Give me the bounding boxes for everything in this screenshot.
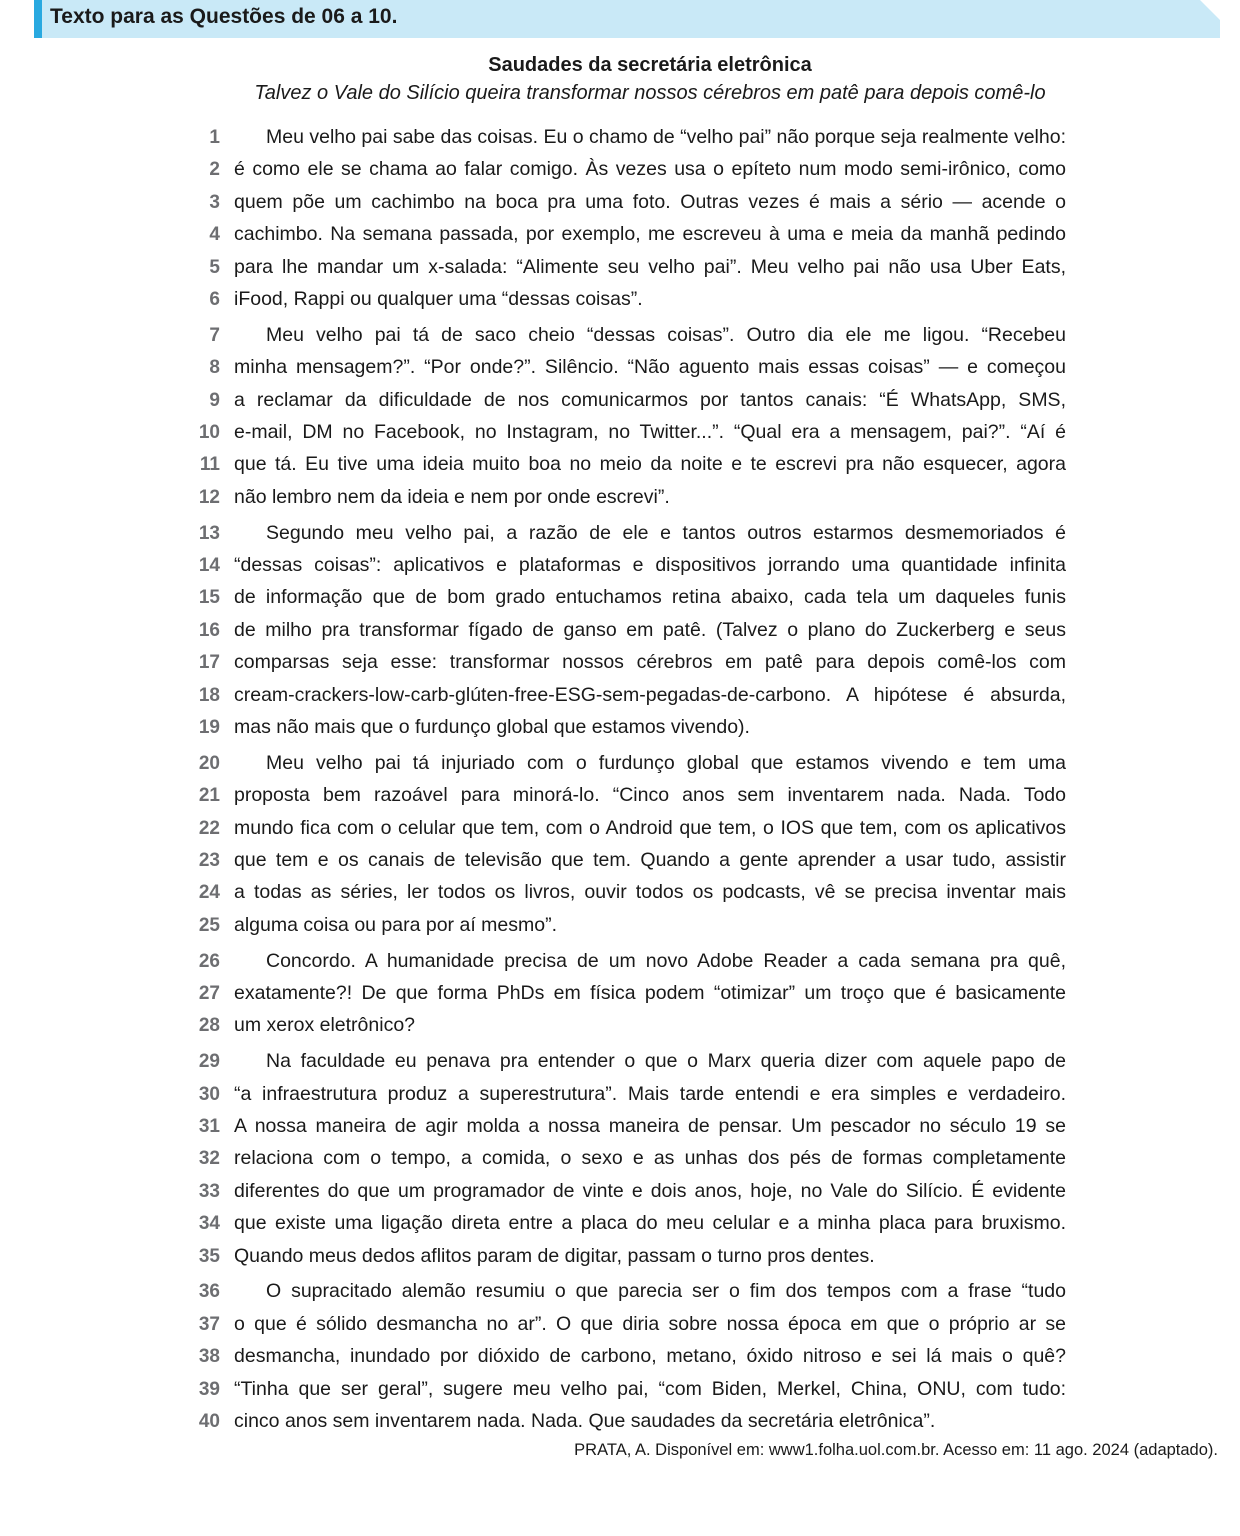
line-number: 12 xyxy=(198,486,220,508)
article-line xyxy=(0,1048,1240,1076)
article-line xyxy=(0,782,1240,810)
line-number: 5 xyxy=(209,256,220,278)
source-citation: PRATA, A. Disponível em: www1.folha.uol.com.br. Acesso em: 11 ago. 2024 (adaptado). xyxy=(574,1441,1218,1459)
line-text: A nossa maneira de agir molda a nossa maneira de pensar. Um pescador no século 19 se xyxy=(234,1115,1066,1137)
line-number: 25 xyxy=(198,914,220,936)
line-number: 2 xyxy=(209,159,220,181)
article-line xyxy=(0,584,1240,612)
article-subtitle: Talvez o Vale do Silício queira transformar nossos cérebros em patê para depois comê-lo xyxy=(254,82,1046,104)
line-number: 6 xyxy=(209,289,220,310)
line-text: minha mensagem?”. “Por onde?”. Silêncio. “Não aguento mais essas coisas” — e começou xyxy=(234,356,1066,379)
line-text: e-mail, DM no Facebook, no Instagram, no Twitter...”. “Qual era a mensagem, pai?”. “Aí é xyxy=(234,421,1066,443)
line-number: 23 xyxy=(198,850,220,871)
article-line xyxy=(0,1178,1240,1206)
line-text: comparsas seja esse: transformar nossos cérebros em patê para depois comê-los com xyxy=(234,651,1066,674)
article-line xyxy=(0,1408,1240,1436)
line-number: 17 xyxy=(198,652,220,674)
line-number: 36 xyxy=(198,1281,220,1303)
line-text: alguma coisa ou para por aí mesmo”. xyxy=(234,913,557,936)
line-number: 11 xyxy=(199,454,220,476)
line-number: 24 xyxy=(198,882,220,904)
line-text: Segundo meu velho pai, a razão de ele e tantos outros estarmos desmemoriados é xyxy=(266,521,1066,544)
line-text: não lembro nem da ideia e nem por onde escrevi”. xyxy=(234,485,670,508)
article-line xyxy=(0,879,1240,907)
line-text: Meu velho pai tá injuriado com o furdunço global que estamos vivendo e tem uma xyxy=(266,751,1066,774)
line-text: é como ele se chama ao falar comigo. Às vezes usa o epíteto num modo semi-irônico, como xyxy=(234,158,1066,181)
line-text: Quando meus dedos aflitos param de digitar, passam o turno pros dentes. xyxy=(234,1244,875,1267)
line-number: 7 xyxy=(209,324,220,346)
line-number: 1 xyxy=(209,127,220,148)
article-line xyxy=(0,124,1240,152)
line-text: que tem e os canais de televisão que tem. Quando a gente aprender a usar tudo, assistir xyxy=(234,849,1066,871)
article-line xyxy=(0,1311,1240,1339)
article-line xyxy=(0,1145,1240,1173)
line-text: Meu velho pai sabe das coisas. Eu o chamo de “velho pai” não porque seja realmente velho: xyxy=(266,126,1066,148)
line-text: mas não mais que o furdunço global que estamos vivendo). xyxy=(234,716,750,738)
article-line xyxy=(0,1113,1240,1141)
article-line xyxy=(0,484,1240,512)
article-line xyxy=(0,189,1240,217)
line-text: diferentes do que um programador de vinte e dois anos, hoje, no Vale do Silício. É evidente xyxy=(234,1179,1066,1202)
line-text: a reclamar da dificuldade de nos comunicarmos por tantos canais: “É WhatsApp, SMS, xyxy=(234,388,1066,411)
article-line xyxy=(0,156,1240,184)
line-number: 4 xyxy=(209,224,220,246)
article-line xyxy=(0,520,1240,548)
line-text: “Tinha que ser geral”, sugere meu velho pai, “com Biden, Merkel, China, ONU, com tudo: xyxy=(234,1377,1066,1400)
line-number: 40 xyxy=(198,1411,220,1432)
article-line xyxy=(0,1210,1240,1238)
article-line xyxy=(0,649,1240,677)
line-text: cinco anos sem inventarem nada. Nada. Que saudades da secretária eletrônica”. xyxy=(234,1410,936,1432)
line-number: 19 xyxy=(198,717,220,738)
article-line xyxy=(0,451,1240,479)
article-line xyxy=(0,1081,1240,1109)
line-text: exatamente?! De que forma PhDs em física podem “otimizar” um troço que é basicamente xyxy=(234,982,1066,1004)
article-line xyxy=(0,552,1240,580)
line-number: 18 xyxy=(198,684,220,706)
line-text: para lhe mandar um x-salada: “Alimente seu velho pai”. Meu velho pai não usa Uber Eats, xyxy=(234,255,1066,278)
article-line xyxy=(0,1243,1240,1271)
article-line xyxy=(0,948,1240,976)
article-line xyxy=(0,286,1240,314)
article-line xyxy=(0,682,1240,710)
line-text: de informação que de bom grado entuchamos retina abaixo, cada tela um daqueles funis xyxy=(234,586,1066,609)
line-number: 16 xyxy=(198,619,220,641)
article-line xyxy=(0,980,1240,1008)
line-number: 10 xyxy=(198,422,220,443)
line-number: 32 xyxy=(198,1148,220,1170)
line-number: 39 xyxy=(198,1378,220,1400)
line-text: Concordo. A humanidade precisa de um novo Adobe Reader a cada semana pra quê, xyxy=(266,949,1066,972)
line-text: de milho pra transformar fígado de ganso em patê. (Talvez o plano do Zuckerberg e seus xyxy=(234,618,1066,641)
section-heading: Texto para as Questões de 06 a 10. xyxy=(50,5,398,28)
line-number: 30 xyxy=(198,1083,220,1105)
line-number: 29 xyxy=(198,1051,220,1073)
line-text: quem põe um cachimbo na boca pra uma foto. Outras vezes é mais a sério — acende o xyxy=(234,190,1066,213)
line-text: um xerox eletrônico? xyxy=(234,1014,416,1037)
line-number: 20 xyxy=(198,752,220,774)
article-line xyxy=(0,714,1240,742)
line-number: 3 xyxy=(209,191,220,213)
line-text: proposta bem razoável para minorá-lo. “Cinco anos sem inventarem nada. Nada. Todo xyxy=(234,784,1066,807)
article-line xyxy=(0,815,1240,843)
line-text: desmancha, inundado por dióxido de carbono, metano, óxido nitroso e sei lá mais o quê? xyxy=(234,1345,1066,1368)
article-line xyxy=(0,221,1240,249)
line-number: 31 xyxy=(198,1116,220,1137)
article-line xyxy=(0,1343,1240,1371)
line-number: 14 xyxy=(198,555,220,576)
article-line xyxy=(0,912,1240,940)
line-text: cachimbo. Na semana passada, por exemplo, me escreveu à uma e meia da manhã pedindo xyxy=(234,223,1066,246)
article-line xyxy=(0,750,1240,778)
line-number: 28 xyxy=(198,1015,220,1037)
line-text: que existe uma ligação direta entre a placa do meu celular e a minha placa para bruxismo. xyxy=(234,1212,1066,1235)
line-text: cream-crackers-low-carb-glúten-free-ESG-sem-pegadas-de-carbono. A hipótese é absurda, xyxy=(234,683,1066,706)
line-text: o que é sólido desmancha no ar”. O que diria sobre nossa época em que o próprio ar se xyxy=(234,1312,1066,1335)
line-number: 15 xyxy=(198,587,220,609)
line-text: iFood, Rappi ou qualquer uma “dessas coisas”. xyxy=(234,288,643,310)
article-line xyxy=(0,354,1240,382)
line-text: relaciona com o tempo, a comida, o sexo e as unhas dos pés de formas completamente xyxy=(234,1147,1066,1170)
article-line xyxy=(0,254,1240,282)
article-line xyxy=(0,1012,1240,1040)
line-number: 22 xyxy=(198,817,220,839)
article-line xyxy=(0,387,1240,415)
line-number: 9 xyxy=(209,389,220,411)
line-text: “dessas coisas”: aplicativos e plataformas e dispositivos jorrando uma quantidade infinita xyxy=(234,554,1066,576)
line-number: 27 xyxy=(198,983,220,1004)
article-line xyxy=(0,419,1240,447)
line-text: a todas as séries, ler todos os livros, ouvir todos os podcasts, vê se precisa inventar mais xyxy=(234,881,1066,904)
article-line xyxy=(0,847,1240,875)
article-line xyxy=(0,1376,1240,1404)
line-number: 26 xyxy=(198,950,220,972)
line-text: mundo fica com o celular que tem, com o Android que tem, o IOS que tem, com os aplicativos xyxy=(234,816,1066,839)
line-text: Na faculdade eu penava pra entender o que o Marx queria dizer com aquele papo de xyxy=(266,1050,1066,1073)
line-text: O supracitado alemão resumiu o que parecia ser o fim dos tempos com a frase “tudo xyxy=(266,1280,1066,1303)
article-line xyxy=(0,322,1240,350)
line-number: 21 xyxy=(198,785,220,807)
line-number: 33 xyxy=(198,1180,220,1202)
line-number: 38 xyxy=(198,1346,220,1368)
line-text: Meu velho pai tá de saco cheio “dessas coisas”. Outro dia ele me ligou. “Recebeu xyxy=(266,323,1066,346)
line-number: 8 xyxy=(209,357,220,379)
line-number: 35 xyxy=(198,1245,220,1267)
line-number: 34 xyxy=(198,1213,220,1235)
line-number: 13 xyxy=(198,522,220,544)
line-text: que tá. Eu tive uma ideia muito boa no meio da noite e te escrevi pra não esquecer, agora xyxy=(234,453,1066,476)
line-number: 37 xyxy=(198,1313,220,1335)
article-line xyxy=(0,617,1240,645)
article-line xyxy=(0,1278,1240,1306)
article-title: Saudades da secretária eletrônica xyxy=(488,54,812,76)
line-text: “a infraestrutura produz a superestrutura”. Mais tarde entendi e era simples e verdadeiro. xyxy=(234,1082,1066,1105)
